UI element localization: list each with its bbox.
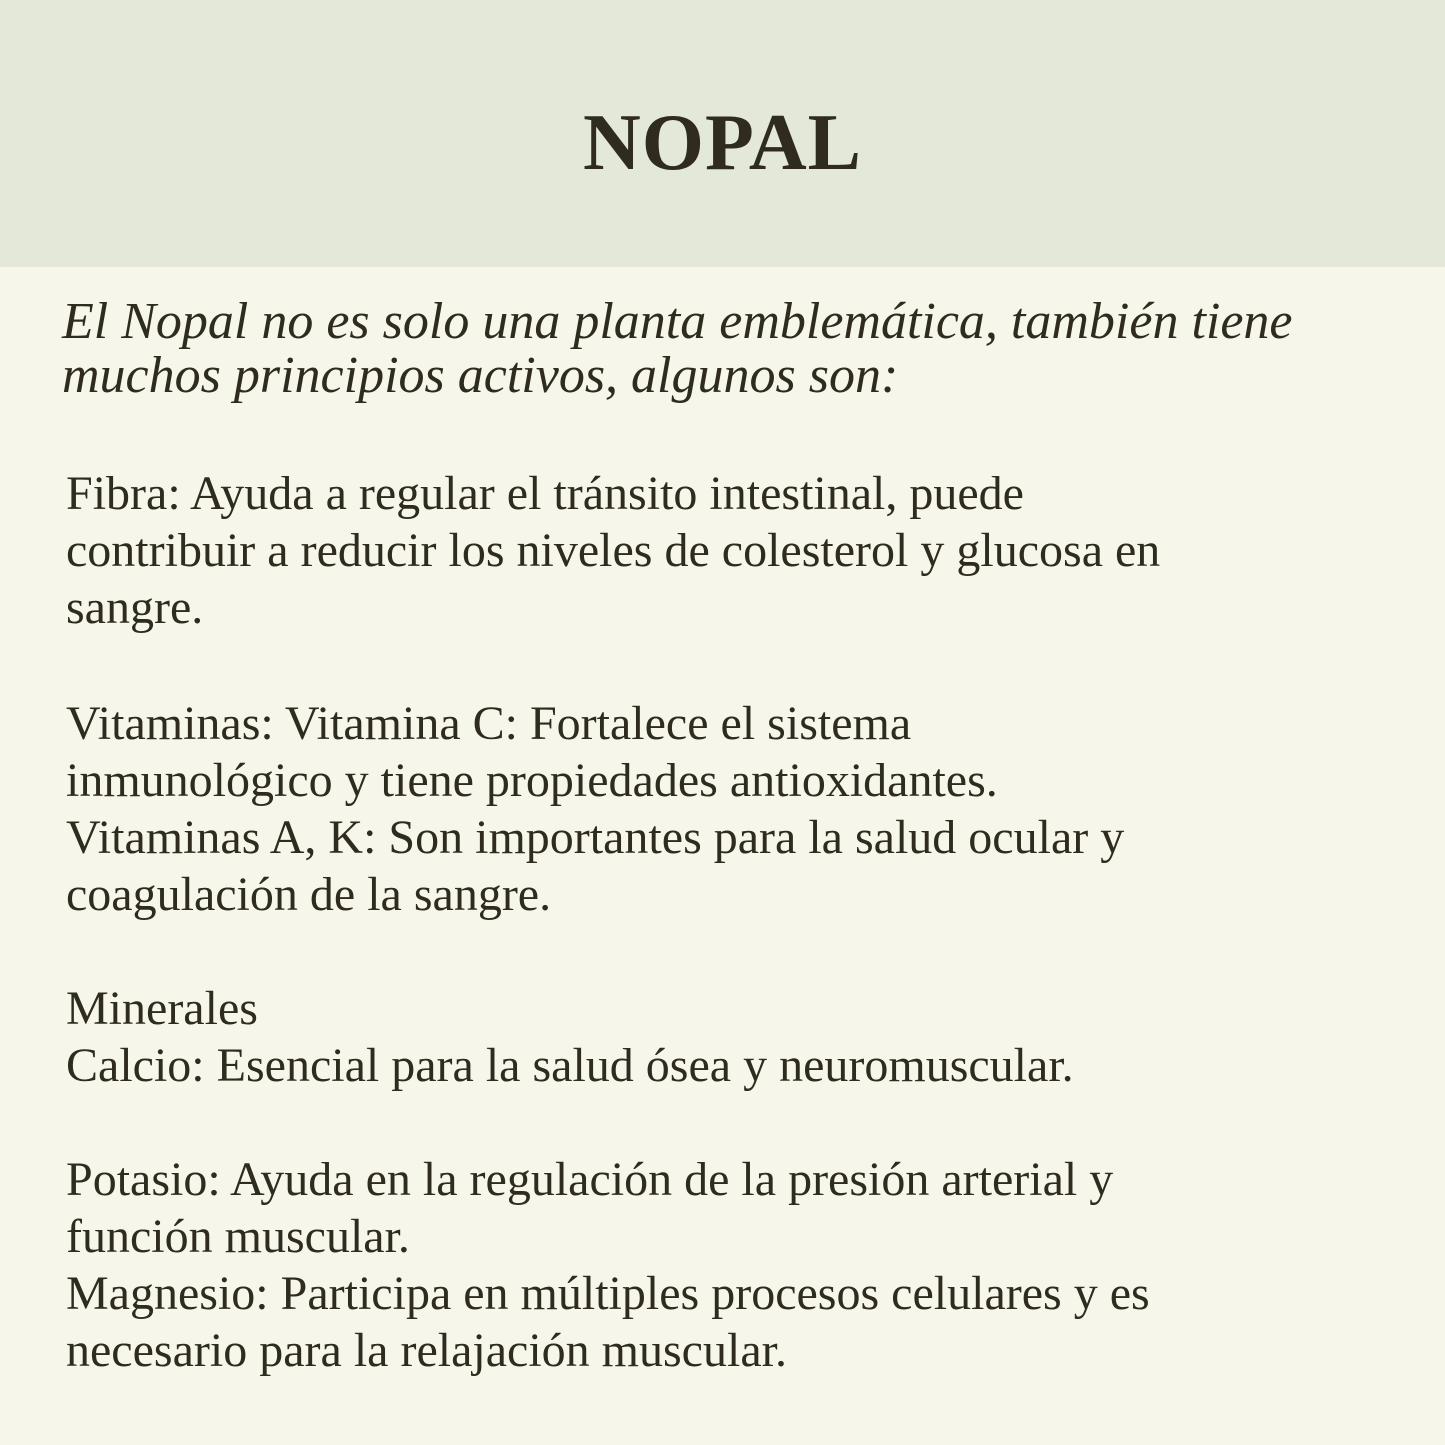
page-title: NOPAL xyxy=(582,99,863,187)
minerales-paragraph: Minerales Calcio: Esencial para la salud ósea y neuromuscular. xyxy=(66,982,1074,1092)
potasio-magnesio-paragraph: Potasio: Ayuda en la regulación de la presión arterial y función muscular. Magnesio: Participa en múltiples procesos celulares y es necesario para la relajación muscular. xyxy=(66,1153,1150,1377)
header-band xyxy=(0,0,1445,267)
vitaminas-paragraph: Vitaminas: Vitamina C: Fortalece el sistema inmunológico y tiene propiedades antioxidantes. Vitaminas A, K: Son importantes para la salud ocular y coagulación de la sangre. xyxy=(66,697,1125,921)
intro-paragraph: El Nopal no es solo una planta emblemática, también tiene muchos principios activos, algunos son: xyxy=(62,293,1293,404)
fibra-paragraph: Fibra: Ayuda a regular el tránsito intestinal, puede contribuir a reducir los niveles de colesterol y glucosa en sangre. xyxy=(66,467,1161,634)
content-area xyxy=(0,267,1445,1445)
